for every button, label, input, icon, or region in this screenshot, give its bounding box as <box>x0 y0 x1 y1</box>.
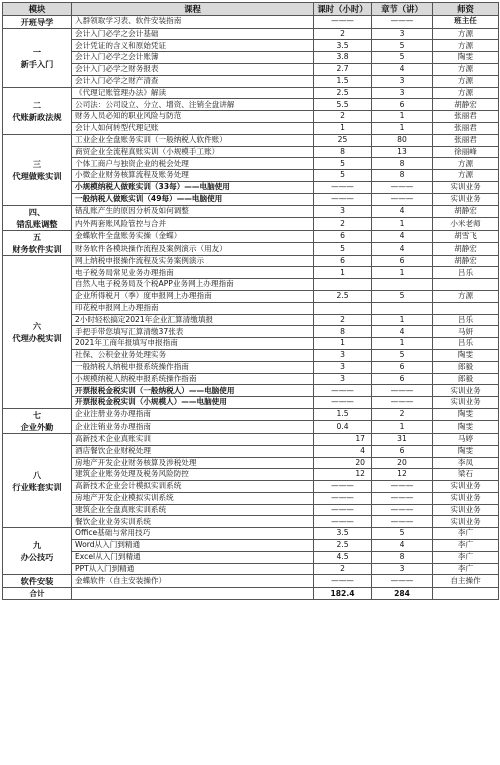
chapters-cell: 3 <box>372 87 433 99</box>
hours-cell: 4.5 <box>314 551 372 563</box>
hours-cell: 1 <box>314 122 372 134</box>
hours-cell: 3 <box>314 349 372 361</box>
teacher-cell: 张丽君 <box>433 134 499 146</box>
table-row <box>3 408 499 421</box>
chapters-cell: 1 <box>372 421 433 434</box>
chapters-cell: ——— <box>372 575 433 588</box>
hours-cell: 2.5 <box>314 290 372 302</box>
hours-cell: 2 <box>314 28 372 40</box>
hours-cell: 20 <box>314 457 372 469</box>
chapters-cell: 3 <box>372 75 433 87</box>
chapters-cell: 1 <box>372 218 433 231</box>
teacher-cell: 方源 <box>433 40 499 52</box>
hours-cell: ——— <box>314 193 372 205</box>
total-row <box>3 588 499 600</box>
table-row <box>3 481 499 493</box>
hours-cell: 3.5 <box>314 528 372 540</box>
course-cell: 电子税务局常见业务办理指南 <box>72 267 314 279</box>
teacher-cell: 胡静宏 <box>433 99 499 111</box>
hours-cell: 0.4 <box>314 421 372 434</box>
chapters-cell: 3 <box>372 563 433 575</box>
course-cell: 网上纳税申报操作流程及实务案例演示 <box>72 255 314 267</box>
hours-cell: 2 <box>314 563 372 575</box>
module-label: 代账新政法规 <box>12 111 62 122</box>
table-row <box>3 433 499 445</box>
teacher-cell: 马妍 <box>433 326 499 338</box>
course-cell: 建筑企业账务处理及税务风险防控 <box>72 469 314 481</box>
course-cell: 会计入门必学之会计账簿 <box>72 52 314 64</box>
hours-cell: 5 <box>314 243 372 256</box>
table-row <box>3 469 499 481</box>
table-row <box>3 540 499 552</box>
teacher-cell: 自主操作 <box>433 575 499 588</box>
hours-cell: 5 <box>314 170 372 182</box>
teacher-cell: 实训业务 <box>433 397 499 409</box>
course-cell: 餐饮企业业务实训系统 <box>72 516 314 528</box>
module-cell <box>3 15 72 28</box>
module-cell <box>3 28 72 87</box>
chapters-cell: 20 <box>372 457 433 469</box>
chapters-cell: 6 <box>372 361 433 373</box>
teacher-cell: 实训业务 <box>433 181 499 193</box>
chapters-cell: 1 <box>372 314 433 326</box>
course-cell: 高新技术企业会计模拟实训系统 <box>72 481 314 493</box>
module-label: 八 <box>32 469 42 480</box>
hours-cell: 2 <box>314 314 372 326</box>
course-cell: 金蝶软件全盘账务实操（金蝶） <box>72 230 314 243</box>
teacher-cell: 胡静宏 <box>433 205 499 218</box>
table-row <box>3 63 499 75</box>
table-row <box>3 575 499 588</box>
chapters-cell: 5 <box>372 40 433 52</box>
chapters-cell: ——— <box>372 193 433 205</box>
course-cell: 公司法：公司设立、分立、增资、注销全盘讲解 <box>72 99 314 111</box>
header-module: 模块 <box>3 3 72 16</box>
course-schedule-table <box>2 2 499 600</box>
table-row <box>3 267 499 279</box>
teacher-cell: 小米老师 <box>433 218 499 231</box>
teacher-cell <box>433 279 499 291</box>
table-row <box>3 28 499 40</box>
teacher-cell: 马婷 <box>433 433 499 445</box>
table-row <box>3 40 499 52</box>
teacher-cell: 郎毅 <box>433 361 499 373</box>
hours-cell: ——— <box>314 15 372 28</box>
total-hours: 182.4 <box>314 588 372 600</box>
table-row <box>3 205 499 218</box>
module-label: 二 <box>32 99 42 110</box>
teacher-cell: 李凤 <box>433 457 499 469</box>
table-row <box>3 193 499 205</box>
module-label: 五 <box>32 231 42 242</box>
teacher-cell: 实训业务 <box>433 492 499 504</box>
table-row <box>3 75 499 87</box>
hours-cell: ——— <box>314 492 372 504</box>
chapters-cell: 4 <box>372 63 433 75</box>
hours-cell: ——— <box>314 397 372 409</box>
teacher-cell: 李广 <box>433 563 499 575</box>
chapters-cell: 5 <box>372 349 433 361</box>
module-label: 企业外勤 <box>20 421 54 432</box>
module-label: 新手入门 <box>20 58 54 69</box>
module-label: 软件安装 <box>20 576 54 587</box>
chapters-cell: ——— <box>372 516 433 528</box>
teacher-cell: 实训业务 <box>433 516 499 528</box>
course-cell: 内外两套账风险管控与合并 <box>72 218 314 231</box>
hours-cell: 2.5 <box>314 540 372 552</box>
course-cell: 企业注销业务办理指南 <box>72 421 314 434</box>
chapters-cell: 4 <box>372 243 433 256</box>
module-cell <box>3 205 72 230</box>
table-row <box>3 122 499 134</box>
hours-cell: 8 <box>314 146 372 158</box>
chapters-cell: 12 <box>372 469 433 481</box>
module-label: 财务软件实训 <box>12 243 62 254</box>
chapters-cell: 3 <box>372 28 433 40</box>
header-hours: 课时（小时） <box>314 3 372 16</box>
table-row <box>3 279 499 291</box>
table-row <box>3 361 499 373</box>
chapters-cell: 5 <box>372 528 433 540</box>
teacher-cell: 班主任 <box>433 15 499 28</box>
table-row <box>3 302 499 314</box>
table-row <box>3 385 499 397</box>
chapters-cell: 1 <box>372 267 433 279</box>
module-label: 四、 <box>28 206 46 217</box>
module-cell <box>3 408 72 433</box>
course-cell: 财务人员必知的职业风险与防范 <box>72 111 314 123</box>
module-cell <box>3 134 72 205</box>
chapters-cell: 8 <box>372 158 433 170</box>
table-row <box>3 504 499 516</box>
course-cell: 《代理记账管理办法》解读 <box>72 87 314 99</box>
course-cell: PPT从入门到精通 <box>72 563 314 575</box>
course-cell: 财务软件各模块操作流程及案例演示（用友） <box>72 243 314 256</box>
table-row <box>3 158 499 170</box>
chapters-cell: 6 <box>372 445 433 457</box>
table-row <box>3 326 499 338</box>
course-cell: 会计入门必学之财产清查 <box>72 75 314 87</box>
chapters-cell: ——— <box>372 397 433 409</box>
chapters-cell: ——— <box>372 15 433 28</box>
table-row <box>3 516 499 528</box>
hours-cell: 6 <box>314 230 372 243</box>
chapters-cell: 8 <box>372 170 433 182</box>
course-cell: 企业注册业务办理指南 <box>72 408 314 421</box>
teacher-cell: 陶雯 <box>433 52 499 64</box>
chapters-cell: ——— <box>372 492 433 504</box>
course-cell: 会计凭证的含义和原始凭证 <box>72 40 314 52</box>
module-label: 一 <box>32 46 42 57</box>
table-row <box>3 52 499 64</box>
module-label: 六 <box>32 320 42 331</box>
table-header-row <box>3 3 499 16</box>
table-row <box>3 111 499 123</box>
teacher-cell: 李广 <box>433 540 499 552</box>
chapters-cell: 5 <box>372 290 433 302</box>
hours-cell: 2.7 <box>314 63 372 75</box>
table-row <box>3 290 499 302</box>
module-label: 七 <box>32 409 42 420</box>
header-teacher: 师资 <box>433 3 499 16</box>
teacher-cell: 实训业务 <box>433 504 499 516</box>
teacher-cell: 李广 <box>433 528 499 540</box>
table-row <box>3 551 499 563</box>
teacher-cell: 徐丽峰 <box>433 146 499 158</box>
teacher-cell: 陶雯 <box>433 445 499 457</box>
teacher-cell: 张丽君 <box>433 122 499 134</box>
teacher-cell: 李广 <box>433 551 499 563</box>
course-cell: 房地产开发企业财务核算及涉税处理 <box>72 457 314 469</box>
hours-cell: 2.5 <box>314 87 372 99</box>
module-label: 行业账套实训 <box>12 481 62 492</box>
module-label: 错乱账调整 <box>16 218 58 229</box>
teacher-cell: 方源 <box>433 158 499 170</box>
course-cell: Office基础与常用技巧 <box>72 528 314 540</box>
module-cell <box>3 87 72 134</box>
table-row <box>3 181 499 193</box>
total-course-cell <box>72 588 314 600</box>
module-cell <box>3 528 72 575</box>
hours-cell: 2 <box>314 218 372 231</box>
hours-cell: ——— <box>314 481 372 493</box>
chapters-cell: 80 <box>372 134 433 146</box>
module-cell <box>3 433 72 527</box>
course-cell: 小规模纳税人纳税申报系统操作指南 <box>72 373 314 385</box>
table-row <box>3 146 499 158</box>
header-chapters: 章节（讲） <box>372 3 433 16</box>
teacher-cell: 方源 <box>433 170 499 182</box>
hours-cell: 2 <box>314 111 372 123</box>
total-chapters: 284 <box>372 588 433 600</box>
course-cell: 会计入门必学之会计基础 <box>72 28 314 40</box>
course-cell: 企业所得税月（季）度申报网上办理指南 <box>72 290 314 302</box>
table-row <box>3 314 499 326</box>
module-label: 代理做账实训 <box>12 170 62 181</box>
module-label: 九 <box>32 540 42 551</box>
table-body <box>3 15 499 600</box>
table-row <box>3 99 499 111</box>
table-row <box>3 243 499 256</box>
course-cell: 入群领取学习表、软件安装指南 <box>72 15 314 28</box>
hours-cell: ——— <box>314 504 372 516</box>
table-row <box>3 338 499 350</box>
chapters-cell: 2 <box>372 408 433 421</box>
course-cell: 一般纳税人纳税申报系统操作指南 <box>72 361 314 373</box>
hours-cell: 5 <box>314 158 372 170</box>
chapters-cell: ——— <box>372 181 433 193</box>
hours-cell: 3.8 <box>314 52 372 64</box>
course-cell: 个体工商户与独资企业的税会处理 <box>72 158 314 170</box>
chapters-cell: 5 <box>372 52 433 64</box>
table-row <box>3 87 499 99</box>
course-cell: Word从入门到精通 <box>72 540 314 552</box>
teacher-cell: 方源 <box>433 28 499 40</box>
table-row <box>3 397 499 409</box>
teacher-cell: 吕乐 <box>433 314 499 326</box>
teacher-cell: 胡静宏 <box>433 255 499 267</box>
chapters-cell <box>372 279 433 291</box>
table-row <box>3 373 499 385</box>
teacher-cell: 胡静宏 <box>433 243 499 256</box>
hours-cell: 6 <box>314 255 372 267</box>
teacher-cell: 梁石 <box>433 469 499 481</box>
course-cell: 开票报税金税实训（小规模人）——电脑使用 <box>72 397 314 409</box>
teacher-cell: 方源 <box>433 87 499 99</box>
course-cell: 房地产开发企业模拟实训系统 <box>72 492 314 504</box>
table-row <box>3 255 499 267</box>
module-label: 办公技巧 <box>20 552 54 563</box>
teacher-cell <box>433 302 499 314</box>
hours-cell: ——— <box>314 575 372 588</box>
chapters-cell: 13 <box>372 146 433 158</box>
table-row <box>3 528 499 540</box>
table-row <box>3 218 499 231</box>
course-cell: 一般纳税人做账实训（49每）——电脑使用 <box>72 193 314 205</box>
course-cell: 2小时轻松搞定2021年企业汇算清缴填报 <box>72 314 314 326</box>
chapters-cell: ——— <box>372 385 433 397</box>
hours-cell <box>314 279 372 291</box>
course-cell: 酒店餐饮企业财税处理 <box>72 445 314 457</box>
chapters-cell: 1 <box>372 111 433 123</box>
hours-cell: 4 <box>314 445 372 457</box>
hours-cell: 1 <box>314 267 372 279</box>
course-cell: 金蝶软件（自主安装操作） <box>72 575 314 588</box>
hours-cell: 8 <box>314 326 372 338</box>
hours-cell: 1.5 <box>314 408 372 421</box>
course-cell: 错乱账产生的原因分析及如何调整 <box>72 205 314 218</box>
chapters-cell <box>372 302 433 314</box>
module-cell <box>3 255 72 408</box>
course-cell: 开票报税金税实训（一般纳税人）——电脑使用 <box>72 385 314 397</box>
course-cell: 小微企业财务核算流程及账务处理 <box>72 170 314 182</box>
chapters-cell: 6 <box>372 255 433 267</box>
table-row <box>3 349 499 361</box>
hours-cell: 12 <box>314 469 372 481</box>
chapters-cell: 4 <box>372 326 433 338</box>
hours-cell: 3.5 <box>314 40 372 52</box>
teacher-cell: 郎毅 <box>433 373 499 385</box>
table-row <box>3 492 499 504</box>
hours-cell: ——— <box>314 516 372 528</box>
table-row <box>3 134 499 146</box>
teacher-cell: 方源 <box>433 290 499 302</box>
teacher-cell: 陶雯 <box>433 421 499 434</box>
course-cell: 高新技术企业真账实训 <box>72 433 314 445</box>
table-row <box>3 421 499 434</box>
teacher-cell: 胡雪飞 <box>433 230 499 243</box>
chapters-cell: 8 <box>372 551 433 563</box>
teacher-cell: 吕乐 <box>433 338 499 350</box>
hours-cell: ——— <box>314 385 372 397</box>
chapters-cell: 4 <box>372 540 433 552</box>
course-cell: 手把手带您填写汇算清缴37张表 <box>72 326 314 338</box>
chapters-cell: 1 <box>372 122 433 134</box>
course-cell: 小规模纳税人做账实训（33每）——电脑使用 <box>72 181 314 193</box>
course-cell: 工业企业全盘账务实训（一般纳税人软件账） <box>72 134 314 146</box>
course-cell: 2021年工商年报填写申报指南 <box>72 338 314 350</box>
hours-cell: 3 <box>314 373 372 385</box>
hours-cell: 1 <box>314 338 372 350</box>
table-row <box>3 445 499 457</box>
chapters-cell: 4 <box>372 205 433 218</box>
table-row <box>3 457 499 469</box>
table-row <box>3 170 499 182</box>
total-label: 合计 <box>3 588 72 600</box>
table-row <box>3 15 499 28</box>
teacher-cell: 实训业务 <box>433 385 499 397</box>
teacher-cell: 陶雯 <box>433 349 499 361</box>
course-cell: 会计人如何转型代理记账 <box>72 122 314 134</box>
course-cell: Excel从入门到精通 <box>72 551 314 563</box>
module-cell <box>3 230 72 255</box>
course-cell: 商贸企业全流程真账实训（小规模手工账） <box>72 146 314 158</box>
hours-cell: 3 <box>314 361 372 373</box>
course-cell: 印花税申报网上办理指南 <box>72 302 314 314</box>
module-label: 代理办税实训 <box>12 332 62 343</box>
hours-cell <box>314 302 372 314</box>
course-cell: 会计入门必学之财务报表 <box>72 63 314 75</box>
hours-cell: 3 <box>314 205 372 218</box>
chapters-cell: 6 <box>372 99 433 111</box>
table-row <box>3 563 499 575</box>
teacher-cell: 实训业务 <box>433 193 499 205</box>
chapters-cell: 4 <box>372 230 433 243</box>
total-teacher <box>433 588 499 600</box>
chapters-cell: ——— <box>372 504 433 516</box>
teacher-cell: 方源 <box>433 63 499 75</box>
chapters-cell: 6 <box>372 373 433 385</box>
module-label: 三 <box>32 158 42 169</box>
chapters-cell: ——— <box>372 481 433 493</box>
table-row <box>3 230 499 243</box>
course-cell: 建筑企业全盘真账实训系统 <box>72 504 314 516</box>
module-cell <box>3 575 72 588</box>
teacher-cell: 陶雯 <box>433 408 499 421</box>
teacher-cell: 吕乐 <box>433 267 499 279</box>
course-cell: 社保、公积金业务处理实务 <box>72 349 314 361</box>
chapters-cell: 1 <box>372 338 433 350</box>
chapters-cell: 31 <box>372 433 433 445</box>
header-course: 课程 <box>72 3 314 16</box>
teacher-cell: 张丽君 <box>433 111 499 123</box>
hours-cell: 5.5 <box>314 99 372 111</box>
hours-cell: ——— <box>314 181 372 193</box>
teacher-cell: 方源 <box>433 75 499 87</box>
module-label: 开班导学 <box>20 16 54 27</box>
course-cell: 自然人电子税务局及个税APP业务网上办理指南 <box>72 279 314 291</box>
teacher-cell: 实训业务 <box>433 481 499 493</box>
hours-cell: 25 <box>314 134 372 146</box>
hours-cell: 1.5 <box>314 75 372 87</box>
hours-cell: 17 <box>314 433 372 445</box>
